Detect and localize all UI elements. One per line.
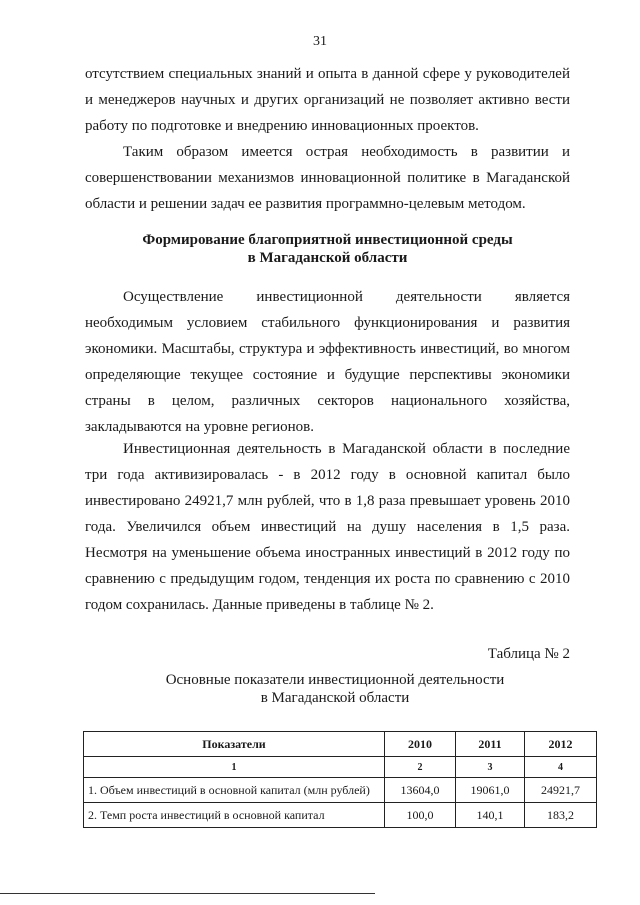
paragraph-3	[85, 284, 570, 440]
column-number-4: 4	[525, 757, 597, 778]
column-number-2: 2	[385, 757, 456, 778]
row-1-indicator: 1. Объем инвестиций в основной капитал (млн рублей)	[84, 778, 385, 803]
section-heading-line-2: в Магаданской области	[247, 250, 408, 266]
footer-divider	[0, 893, 375, 894]
paragraph-4	[85, 436, 570, 618]
table-title-line-1: Основные показатели инвестиционной деятельности	[165, 672, 505, 688]
paragraph-2	[85, 139, 570, 217]
row-1-2011: 19061,0	[456, 778, 525, 803]
table-row	[84, 778, 597, 803]
row-1-2012: 24921,7	[525, 778, 597, 803]
section-heading	[85, 231, 570, 267]
header-2011: 2011	[456, 732, 525, 757]
header-2010: 2010	[385, 732, 456, 757]
table-title-line-2: в Магаданской области	[260, 690, 410, 706]
row-2-indicator: 2. Темп роста инвестиций в основной капитал	[84, 803, 385, 828]
paragraph-1-text: отсутствием специальных знаний и опыта в данной сфере у руководителей и менеджеров научных и других организаций не позволяет активно вести работу по подготовке и внедрению инновационных проектов.	[85, 66, 570, 134]
column-number-3: 3	[456, 757, 525, 778]
table-header-row	[84, 732, 597, 757]
row-2-2010: 100,0	[385, 803, 456, 828]
row-2-2011: 140,1	[456, 803, 525, 828]
page-number: 31	[313, 34, 327, 49]
header-2012: 2012	[525, 732, 597, 757]
header-indicators: Показатели	[84, 732, 385, 757]
table-row	[84, 803, 597, 828]
investment-table	[83, 731, 597, 828]
row-1-2010: 13604,0	[385, 778, 456, 803]
column-number-row	[84, 757, 597, 778]
paragraph-1	[85, 61, 570, 139]
table-title	[85, 671, 585, 707]
column-number-1: 1	[84, 757, 385, 778]
table-number: Таблица № 2	[487, 646, 570, 662]
paragraph-2-text: Таким образом имеется острая необходимость в развитии и совершенствовании механизмов инновационной политике в Магаданской области и решении задач ее развития программно-целевым методом.	[85, 144, 570, 212]
paragraph-4-text: Инвестиционная деятельность в Магаданской области в последние три года активизировалась - в 2012 году в основной капитал было инвестировано 24921,7 млн рублей, что в 1,8 раза превышает уровень 2010 года. Увеличился объем инвестиций на душу населения в 1,5 раза. Несмотря на уменьшение объема иностранных инвестиций в 2012 году по сравнению с предыдущим годом, тенденция их роста по сравнению с 2010 годом сохранилась. Данные приведены в таблице № 2.	[85, 441, 570, 613]
row-2-2012: 183,2	[525, 803, 597, 828]
section-heading-line-1: Формирование благоприятной инвестиционной среды	[142, 232, 513, 248]
paragraph-3-text: Осуществление инвестиционной деятельности является необходимым условием стабильного функционирования и развития экономики. Масштабы, структура и эффективность инвестиций, во многом определяющие текущее состояние и будущие перспективы экономики страны в целом, различных секторов национального хозяйства, закладываются на уровне регионов.	[85, 289, 570, 435]
